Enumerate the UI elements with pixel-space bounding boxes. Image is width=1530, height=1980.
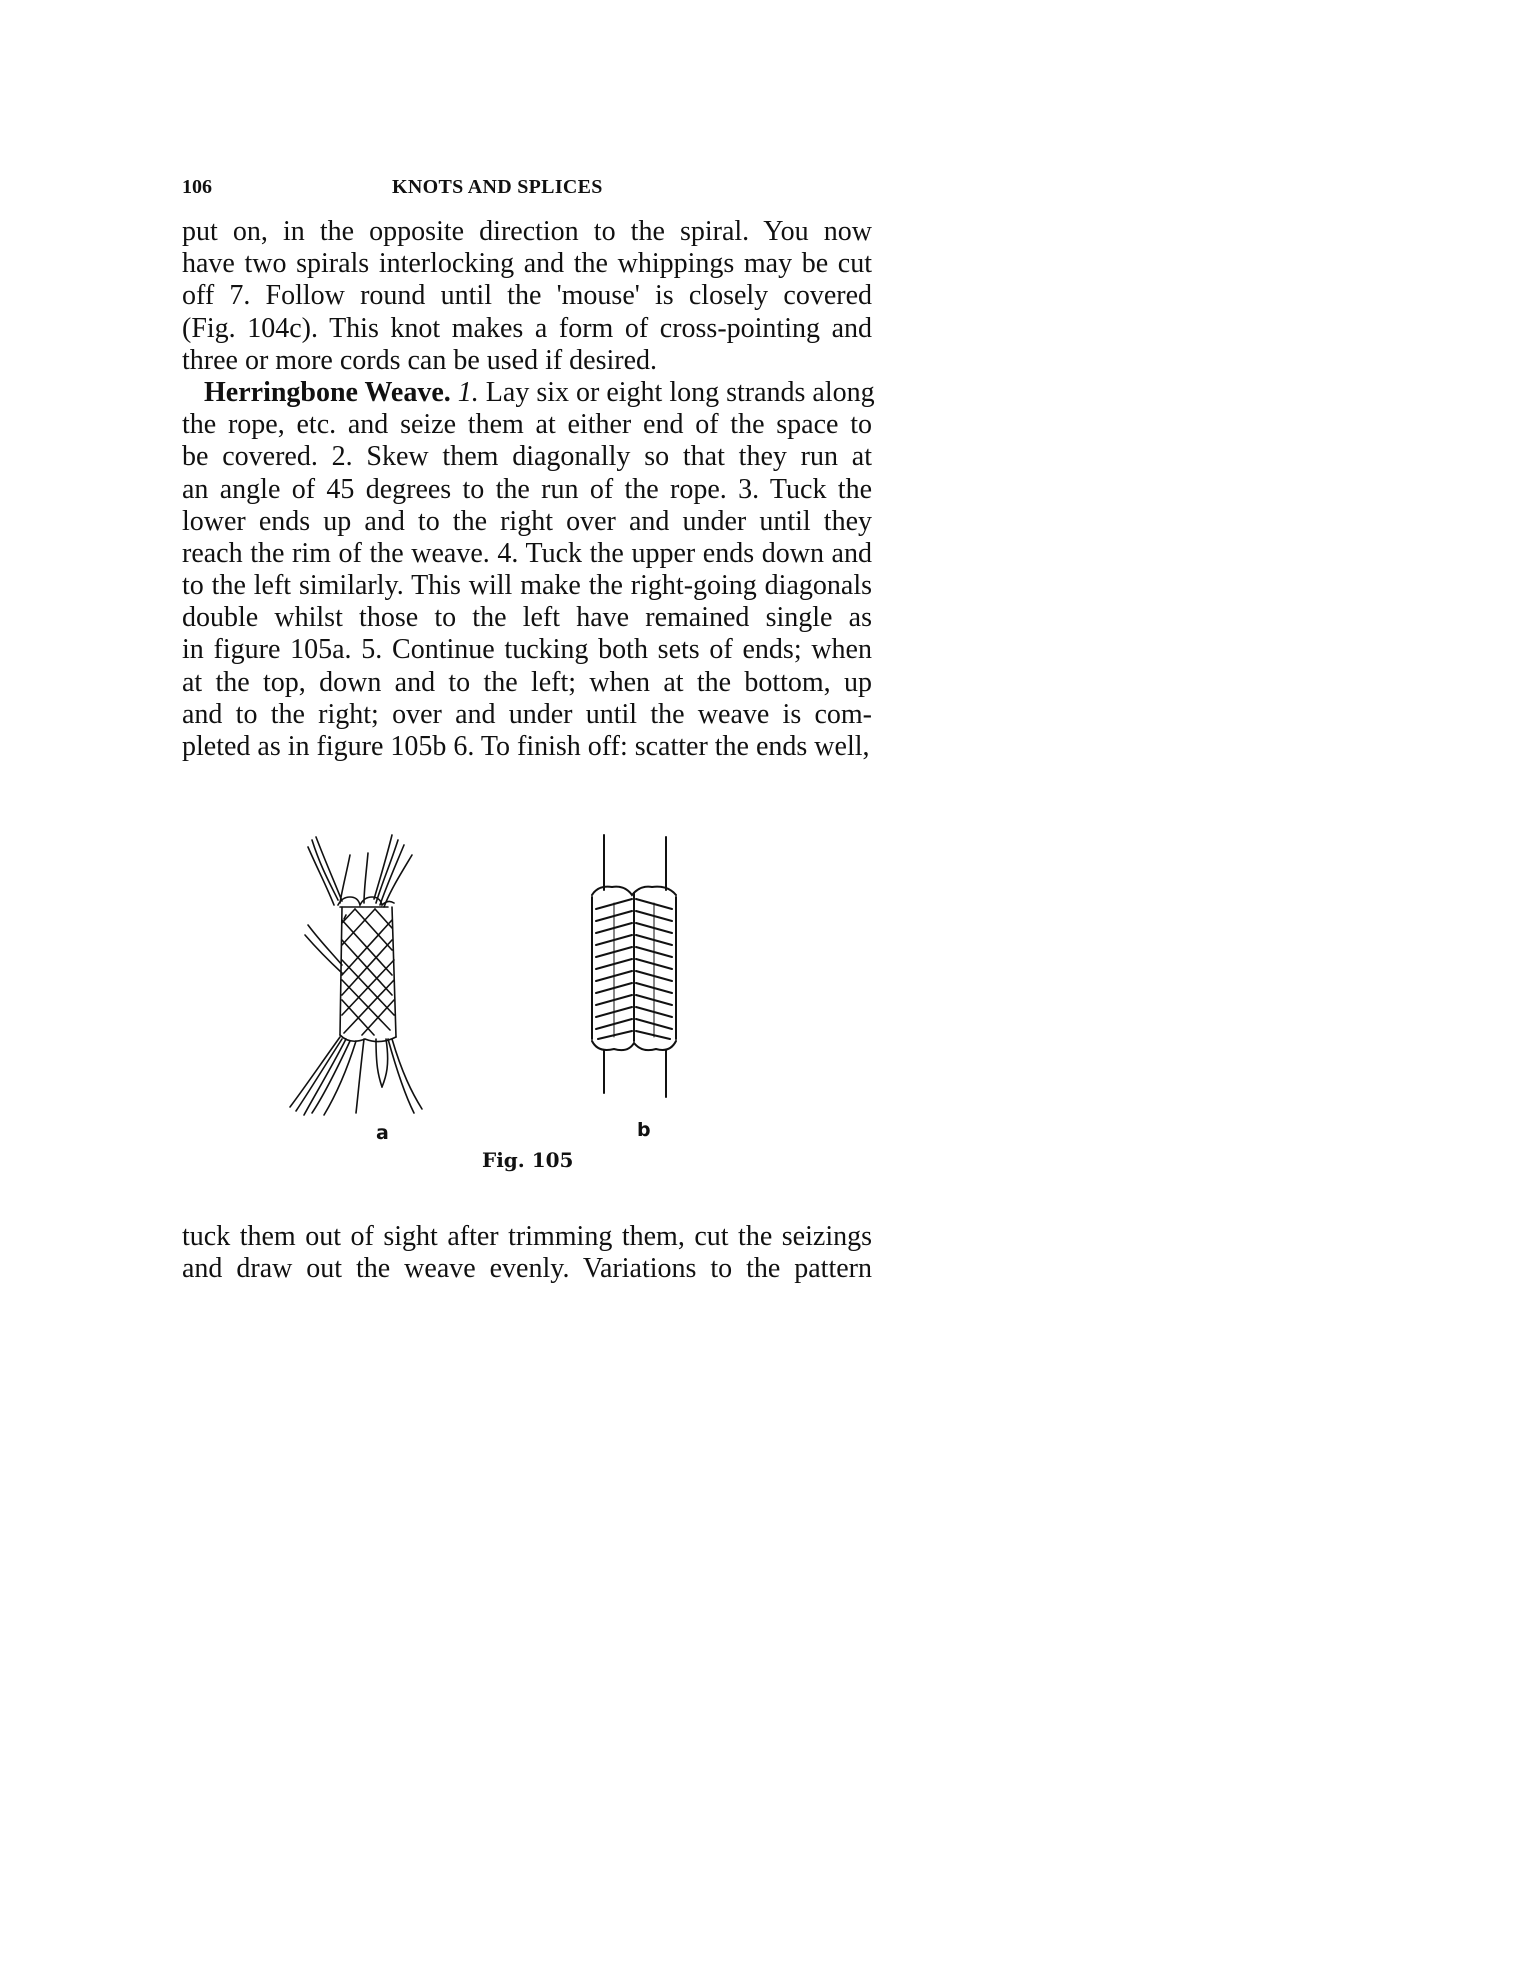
running-title: KNOTS AND SPLICES xyxy=(392,176,603,198)
herringbone-weave-completed-drawing xyxy=(592,835,676,1097)
text-line: the rope, etc. and seize them at either end of the space to xyxy=(182,409,872,441)
text-line: (Fig. 104c). This knot makes a form of cross-pointing and xyxy=(182,312,872,344)
text-line: and to the right; over and under until the weave is com- xyxy=(182,698,872,730)
body-text-top xyxy=(182,216,875,763)
figure-sub-label-b: b xyxy=(637,1119,651,1141)
text-line: tuck them out of sight after trimming them, cut the seizings xyxy=(182,1221,872,1252)
figure-sub-label-a: a xyxy=(376,1122,389,1144)
body-text-bottom xyxy=(182,1221,872,1285)
text-line: at the top, down and to the left; when at the bottom, up xyxy=(182,666,872,698)
figure-105 xyxy=(280,825,710,1185)
text-line: Lay six or eight long strands along xyxy=(485,376,875,408)
herringbone-weave-in-progress-drawing xyxy=(290,835,422,1115)
step-marker: 1. xyxy=(457,376,479,408)
text-line: an angle of 45 degrees to the run of the rope. 3. Tuck the xyxy=(182,473,872,505)
section-heading: Herringbone Weave. xyxy=(204,376,451,408)
text-line: be covered. 2. Skew them diagonally so that they run at xyxy=(182,441,872,473)
text-line: and draw out the weave evenly. Variations to the pattern xyxy=(182,1253,872,1285)
figure-caption: Fig. 105 xyxy=(482,1148,574,1172)
text-line: put on, in the opposite direction to the spiral. You now xyxy=(182,216,872,247)
text-line: lower ends up and to the right over and under until they xyxy=(182,505,872,537)
text-line: double whilst those to the left have remained single as xyxy=(182,602,872,634)
section-first-line xyxy=(182,376,875,409)
text-line: have two spirals interlocking and the whippings may be cut xyxy=(182,248,872,280)
page-number: 106 xyxy=(182,176,212,198)
text-line: pleted as in figure 105b 6. To finish off: scatter the ends well, xyxy=(182,731,870,762)
text-line: three or more cords can be used if desired. xyxy=(182,344,658,376)
text-line: in figure 105a. 5. Continue tucking both sets of ends; when xyxy=(182,634,872,666)
text-line: to the left similarly. This will make the right-going diagonals xyxy=(182,570,872,602)
text-line: reach the rim of the weave. 4. Tuck the upper ends down and xyxy=(182,537,872,569)
text-line: off 7. Follow round until the 'mouse' is closely covered xyxy=(182,280,872,312)
page-header xyxy=(180,176,870,206)
